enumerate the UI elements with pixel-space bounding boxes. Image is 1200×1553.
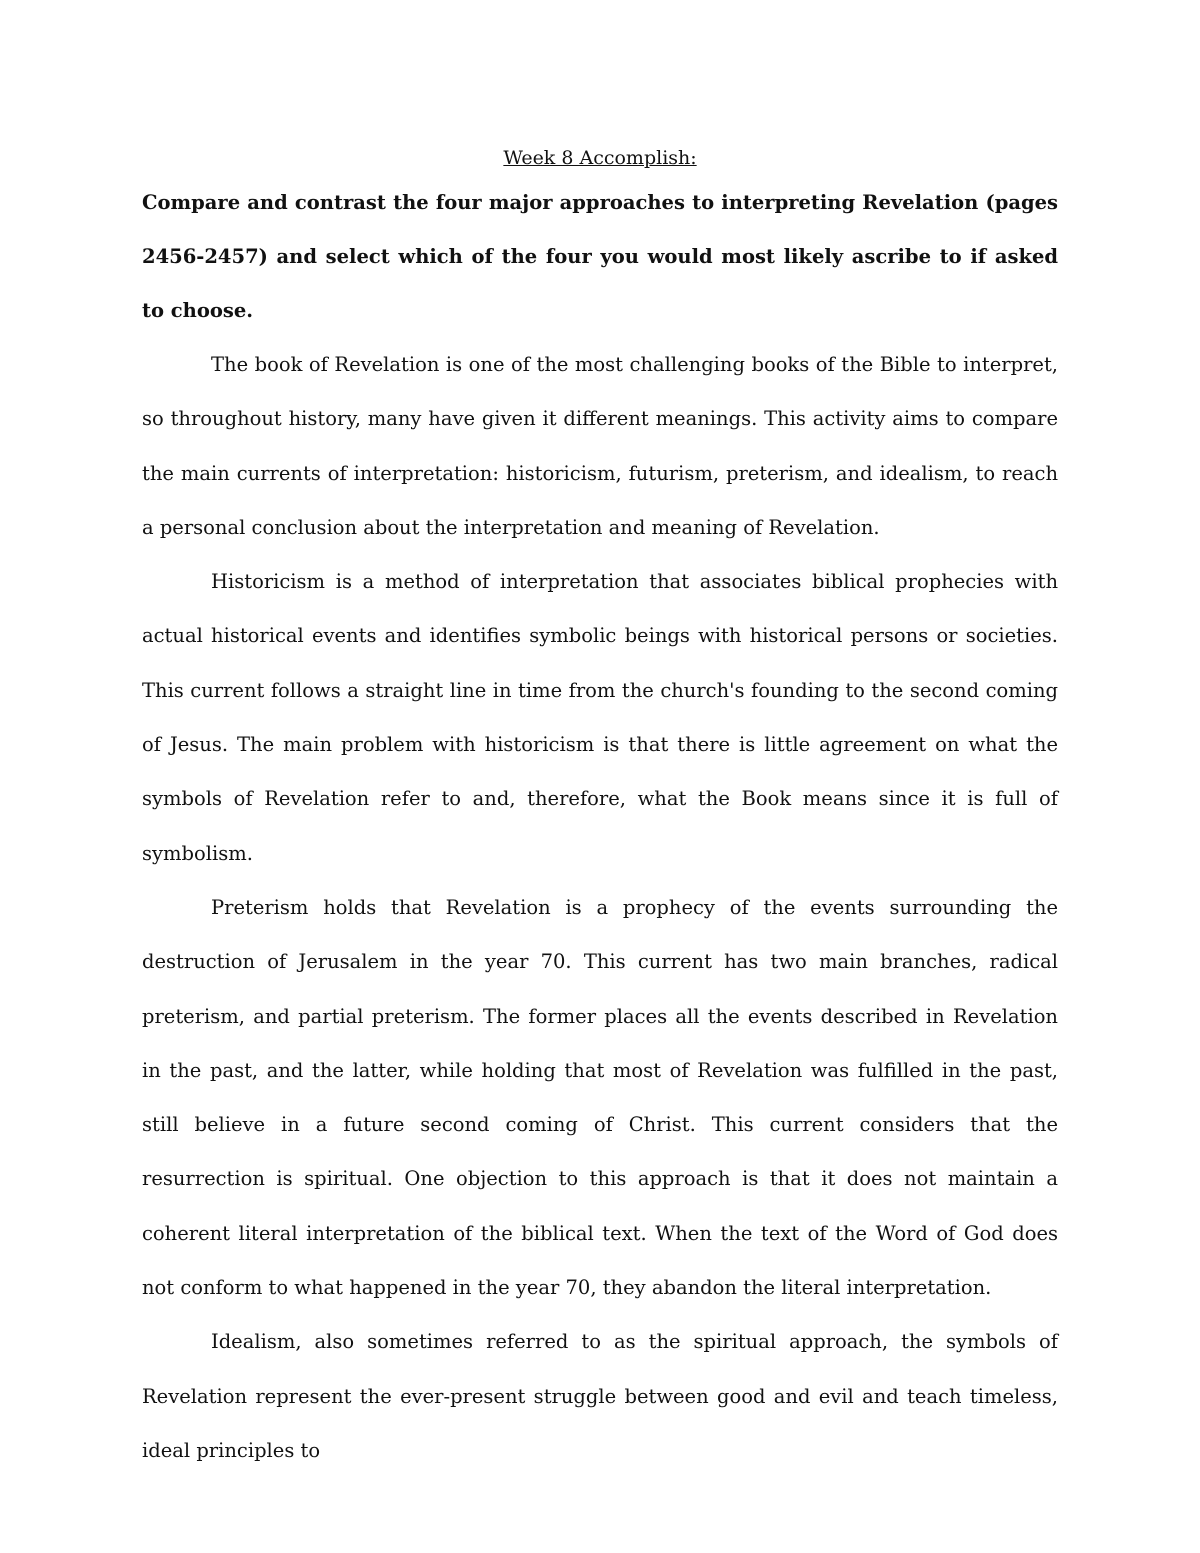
document-title: Week 8 Accomplish:	[503, 147, 697, 169]
document-body	[142, 140, 1058, 1478]
paragraph-introduction: The book of Revelation is one of the most challenging books of the Bible to interpret, so throughout history, many have given it different meanings. This activity aims to compare the main currents of interpretation: historicism, futurism, preterism, and idealism, to reach a personal conclusion about the interpretation and meaning of Revelation.	[142, 353, 1058, 539]
paragraph-idealism: Idealism, also sometimes referred to as the spiritual approach, the symbols of Revelation represent the ever-present struggle between good and evil and teach timeless, ideal principles to	[142, 1330, 1058, 1462]
paragraph-historicism: Historicism is a method of interpretation that associates biblical prophecies with actual historical events and identifies symbolic beings with historical persons or societies. This current follows a straight line in time from the church's founding to the second coming of Jesus. The main problem with historicism is that there is little agreement on what the symbols of Revelation refer to and, therefore, what the Book means since it is full of symbolism.	[142, 570, 1058, 865]
assignment-prompt: Compare and contrast the four major approaches to interpreting Revelation (pages 2456-2457) and select which of the four you would most likely ascribe to if asked to choose.	[142, 191, 1058, 322]
paragraph-preterism: Preterism holds that Revelation is a prophecy of the events surrounding the destruction of Jerusalem in the year 70. This current has two main branches, radical preterism, and partial preterism. The former places all the events described in Revelation in the past, and the latter, while holding that most of Revelation was fulfilled in the past, still believe in a future second coming of Christ. This current considers that the resurrection is spiritual. One objection to this approach is that it does not maintain a coherent literal interpretation of the biblical text. When the text of the Word of God does not conform to what happened in the year 70, they abandon the literal interpretation.	[142, 895, 1058, 1300]
